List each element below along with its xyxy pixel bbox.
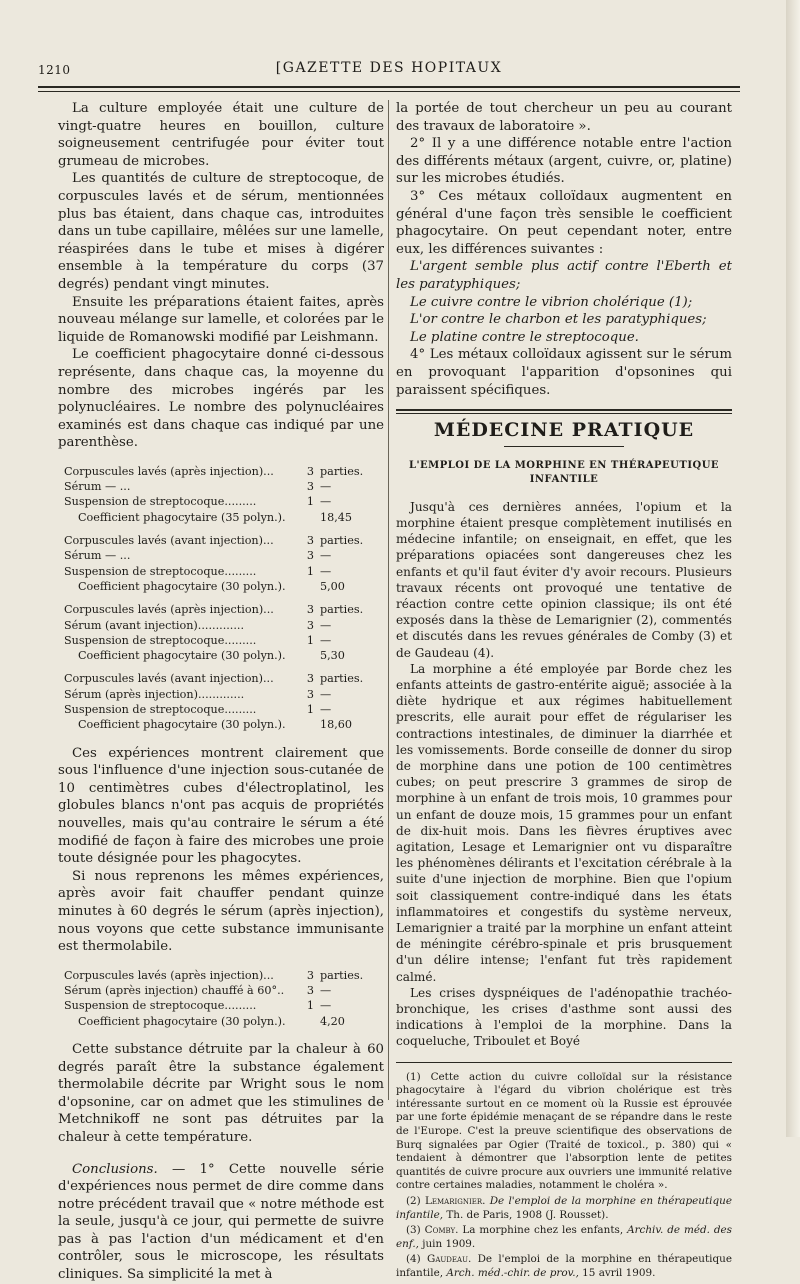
row-label: Coefficient phagocytaire (30 polyn.). — [78, 718, 286, 732]
column-divider — [388, 100, 389, 1100]
footnote-date: 15 avril 1909. — [578, 1266, 656, 1279]
table-row — [64, 533, 380, 548]
row-quantity: 3 — [306, 534, 314, 548]
section-rule-thick — [396, 409, 732, 411]
experiment-group — [64, 533, 380, 594]
row-label: Corpuscules lavés (après injection)... — [64, 603, 274, 617]
row-quantity: 3 — [306, 603, 314, 617]
paragraph: Ensuite les préparations étaient faites, après nouveau mélange sur lamelle, et colorées par le liquide de Romanowski modifié par Leishmann. — [58, 294, 384, 345]
row-label: Corpuscules lavés (avant injection)... — [64, 672, 274, 686]
conclusions-text: — 1° Cette nouvelle série d'expériences nous permet de dire comme dans notre précédent travail que « notre méthode est la seule, jusqu'à ce jour, qui permette de suivre pas à pas l'action d'un médicament et d'en contrôler, sous le microscope, les résultats cliniques. Sa simplicité la met à — [58, 1161, 384, 1283]
row-label: Suspension de streptocoque......... — [64, 633, 257, 647]
row-quantity: 3 — [306, 672, 314, 686]
table-row — [64, 983, 380, 998]
row-label: Sérum — ... — [64, 480, 131, 494]
running-header — [38, 60, 740, 82]
table-row — [64, 548, 380, 563]
row-unit: — — [320, 999, 332, 1013]
table-row — [64, 602, 380, 617]
row-quantity: 3 — [306, 480, 314, 494]
table-row — [64, 998, 380, 1013]
footnote-2 — [396, 1195, 732, 1222]
row-quantity: 3 — [306, 984, 314, 998]
row-label: Coefficient phagocytaire (30 polyn.). — [78, 649, 286, 663]
list-item: L'argent semble plus actif contre l'Eberth et les paratyphiques; — [396, 259, 732, 292]
footnote-text: Th. de Paris, 1908 (J. Rousset). — [443, 1208, 609, 1221]
row-unit: — — [320, 703, 332, 717]
footnote-marker: (4) — [406, 1253, 428, 1266]
experiment-table — [64, 464, 380, 733]
row-unit: 18,60 — [320, 718, 353, 732]
row-unit: 4,20 — [320, 1014, 345, 1028]
row-label: Corpuscules lavés (après injection)... — [64, 968, 274, 982]
row-unit: — — [320, 633, 332, 647]
row-unit: — — [320, 564, 332, 578]
row-quantity: 1 — [306, 633, 314, 647]
table-row — [64, 479, 380, 494]
paragraph: Les quantités de culture de streptocoque, de corpuscules lavés et de sérum, mentionnées plus bas étaient, dans chaque cas, introduites dans un tube capillaire, mêlées sur une lamelle, réaspirées dans le tube et mises à digérer ensemble à la température du corps (37 degrés) pendant vingt minutes. — [58, 171, 384, 292]
row-quantity: 1 — [306, 495, 314, 509]
row-unit: 5,30 — [320, 649, 345, 663]
paragraph: 2° Il y a une différence notable entre l'action des différents métaux (argent, cuivre, or, platine) sur les microbes étudiés. — [396, 136, 732, 187]
footnote-1: (1) Cette action du cuivre colloïdal sur la résistance phagocytaire à l'égard du vibrion cholérique est très intéressante surtout en ce moment où la Russie est éprouvée par une forte épidémie menaçant de se répandre dans le reste de l'Europe. C'est la preuve scientifique des observations de Burq signalées par Ogier (Traité de toxicol., p. 380) qui « tendaient à démontrer que l'absorption lente de petites quantités de cuivre procure aux ouvriers une immunité relative contre certaines maladies, notamment le choléra ». — [396, 1070, 732, 1192]
paragraph: Si nous reprenons les mêmes expériences, après avoir fait chauffer pendant quinze minutes à 60 degrés le sérum (après injection), nous voyons que cette substance immunisante est thermolabile. — [58, 868, 384, 955]
table-row — [64, 633, 380, 648]
right-column — [396, 100, 732, 1283]
row-label: Sérum (après injection)............. — [64, 687, 245, 701]
row-unit: parties. — [320, 968, 364, 982]
row-unit: parties. — [320, 534, 364, 548]
paragraph: La culture employée était une culture de vingt-quatre heures en bouillon, culture soigneusement centrifugée pour éviter tout grumeau de microbes. — [58, 101, 384, 169]
footnote-journal: Archiv. de méd. des enf., — [396, 1224, 732, 1250]
footnote-text: De l'emploi de la morphine en thérapeutique infantile, — [396, 1253, 732, 1279]
table-row — [64, 579, 380, 594]
row-unit: parties. — [320, 603, 364, 617]
row-label: Corpuscules lavés (avant injection)... — [64, 534, 274, 548]
experiment-group — [64, 464, 380, 525]
table-row — [64, 717, 380, 732]
footnote-3 — [396, 1224, 732, 1251]
paragraph: Les crises dyspnéiques de l'adénopathie trachéo-bronchique, les crises d'asthme sont aussi des indications à l'emploi de la morphine. Dans la coqueluche, Triboulet et Boyé — [396, 985, 732, 1049]
page-edge — [786, 0, 800, 1137]
row-label: Coefficient phagocytaire (35 polyn.). — [78, 510, 286, 524]
table-row — [64, 494, 380, 509]
table-row — [64, 648, 380, 663]
table-row — [64, 687, 380, 702]
row-unit: — — [320, 984, 332, 998]
row-label: Sérum — ... — [64, 549, 131, 563]
table-row — [64, 464, 380, 479]
row-label: Sérum (avant injection)............. — [64, 618, 245, 632]
row-unit: — — [320, 618, 332, 632]
paragraph: La morphine a été employée par Borde chez les enfants atteints de gastro-entérite aiguë; associée à la diète hydrique et aux régimes habituellement prescrits, elle aurait pour effet de régulariser les contractions intestinales, de diminuer la diarrhée et les vomissements. Borde conseille de donner du sirop de morphine dans une potion de 100 centimètres cubes; on peut prescrire 3 grammes de sirop de morphine à un enfant de trois mois, 10 grammes pour un enfant de douze mois, 15 grammes pour un enfant de dix-huit mois. Dans les fièvres éruptives avec agitation, Lesage et Lemarignier ont vu disparaître les phénomènes délirants et l'excitation cérébrale à la suite d'une injection de morphine. Bien que l'opium soit classiquement contre-indiqué dans les états inflammatoires et congestifs du système nerveux, Lemarignier a traité par la morphine un enfant atteint de méningite cérébro-spinale et pris brusquement d'un délire intense; l'enfant fut très rapidement calmé. — [396, 661, 732, 984]
row-quantity: 3 — [306, 618, 314, 632]
footnote-text: La morphine chez les enfants, — [458, 1224, 628, 1237]
row-unit: — — [320, 687, 332, 701]
paragraph: Jusqu'à ces dernières années, l'opium et la morphine étaient presque complètement inutilisés en médecine infantile; on enseignait, en effet, que les préparations opiacées sont dangereuses chez les enfants et qu'il faut éviter d'y avoir recours. Plusieurs travaux récents ont provoqué une tentative de réaction contre cette opinion classique; ils ont été exposés dans la thèse de Lemarignier (2), commentés et discutés dans les revues générales de Comby (3) et de Gaudeau (4). — [396, 499, 732, 660]
row-label: Coefficient phagocytaire (30 polyn.). — [78, 579, 286, 593]
footnote-4 — [396, 1253, 732, 1280]
footnote-marker: (3) — [406, 1224, 425, 1237]
experiment-group — [64, 671, 380, 732]
section-rule-thin — [396, 413, 732, 414]
row-label: Coefficient phagocytaire (30 polyn.). — [78, 1014, 286, 1028]
conclusions-paragraph — [58, 1161, 384, 1284]
experiment-group — [64, 602, 380, 663]
table-row — [64, 1014, 380, 1029]
row-unit: 18,45 — [320, 510, 353, 524]
table-row — [64, 618, 380, 633]
row-quantity: 3 — [306, 464, 314, 478]
paragraph: Cette substance détruite par la chaleur à 60 degrés paraît être la substance également thermolabile décrite par Wright sous le nom d'opsonine, car on admet que les stimulines de Metchnikoff ne sont pas détruites par la chaleur à cette température. — [58, 1041, 384, 1145]
list-item: L'or contre le charbon et les paratyphiques; — [410, 312, 707, 328]
conclusions-heading: Conclusions. — [72, 1161, 158, 1177]
paragraph: Ces expériences montrent clairement que sous l'influence d'une injection sous-cutanée de 10 centimètres cubes d'électroplatinol, les globules blancs n'ont pas acquis de propriétés nouvelles, mais qu'au contraire le sérum a été modifié de façon à faire des microbes une proie toute désignée pour les phagocytes. — [58, 745, 384, 867]
row-unit: parties. — [320, 464, 364, 478]
footnote-rule — [396, 1062, 732, 1063]
footnote-journal: Arch. méd.-chir. de prov., — [446, 1266, 579, 1279]
section-title: MÉDECINE PRATIQUE — [433, 419, 695, 442]
row-label: Suspension de streptocoque......... — [64, 999, 257, 1013]
row-label: Suspension de streptocoque......... — [64, 703, 257, 717]
left-column — [58, 100, 384, 1284]
table-row — [64, 968, 380, 983]
row-unit: — — [320, 549, 332, 563]
paragraph: 4° Les métaux colloïdaux agissent sur le sérum en provoquant l'apparition d'opsonines qui paraissent spécifiques. — [396, 347, 732, 398]
header-rule-thin — [38, 91, 740, 92]
table-row — [64, 510, 380, 525]
list-item: Le platine contre le streptocoque. — [410, 329, 639, 345]
paragraph: la portée de tout chercheur un peu au courant des travaux de laboratoire ». — [396, 101, 732, 134]
journal-title: [GAZETTE DES HOPITAUX — [275, 60, 503, 76]
section-title-underline — [504, 446, 624, 447]
row-label: Suspension de streptocoque......... — [64, 564, 257, 578]
footnote-author: Gaudeau. — [427, 1253, 472, 1266]
row-quantity: 1 — [306, 564, 314, 578]
header-rule-thick — [38, 86, 740, 88]
footnote-author: Lemarignier. — [425, 1194, 486, 1207]
paragraph: 3° Ces métaux colloïdaux augmentent en général d'une façon très sensible le coefficient phagocytaire. On peut cependant noter, entre eux, les différences suivantes : — [396, 188, 732, 257]
article-title: L'EMPLOI DE LA MORPHINE EN THÉRAPEUTIQUE INFANTILE — [408, 459, 720, 485]
row-quantity: 3 — [306, 549, 314, 563]
footnote-author: Comby. — [424, 1224, 459, 1237]
paragraph: Le coefficient phagocytaire donné ci-dessous représente, dans chaque cas, la moyenne du nombre des microbes ingérés par les polynucléaires. Le nombre des polynucléaires examinés est dans chaque cas indiqué par une parenthèse. — [58, 347, 384, 451]
row-unit: — — [320, 495, 332, 509]
row-label: Corpuscules lavés (après injection)... — [64, 464, 274, 478]
row-quantity: 3 — [306, 687, 314, 701]
row-unit: parties. — [320, 672, 364, 686]
heated-serum-table — [64, 968, 380, 1029]
row-quantity: 3 — [306, 968, 314, 982]
page-number: 1210 — [38, 63, 71, 77]
row-label: Sérum (après injection) chauffé à 60°.. — [64, 984, 285, 998]
row-label: Suspension de streptocoque......... — [64, 495, 257, 509]
table-row — [64, 702, 380, 717]
footnote-marker: (2) — [406, 1194, 425, 1207]
list-item: Le cuivre contre le vibrion cholérique (1); — [410, 294, 693, 310]
footnote-work: De l'emploi de la morphine en thérapeutique infantile, — [396, 1194, 732, 1221]
table-row — [64, 564, 380, 579]
footnote-date: juin 1909. — [418, 1237, 476, 1250]
row-quantity: 1 — [306, 703, 314, 717]
row-quantity: 1 — [306, 999, 314, 1013]
row-unit: — — [320, 480, 332, 494]
table-row — [64, 671, 380, 686]
row-unit: 5,00 — [320, 579, 345, 593]
